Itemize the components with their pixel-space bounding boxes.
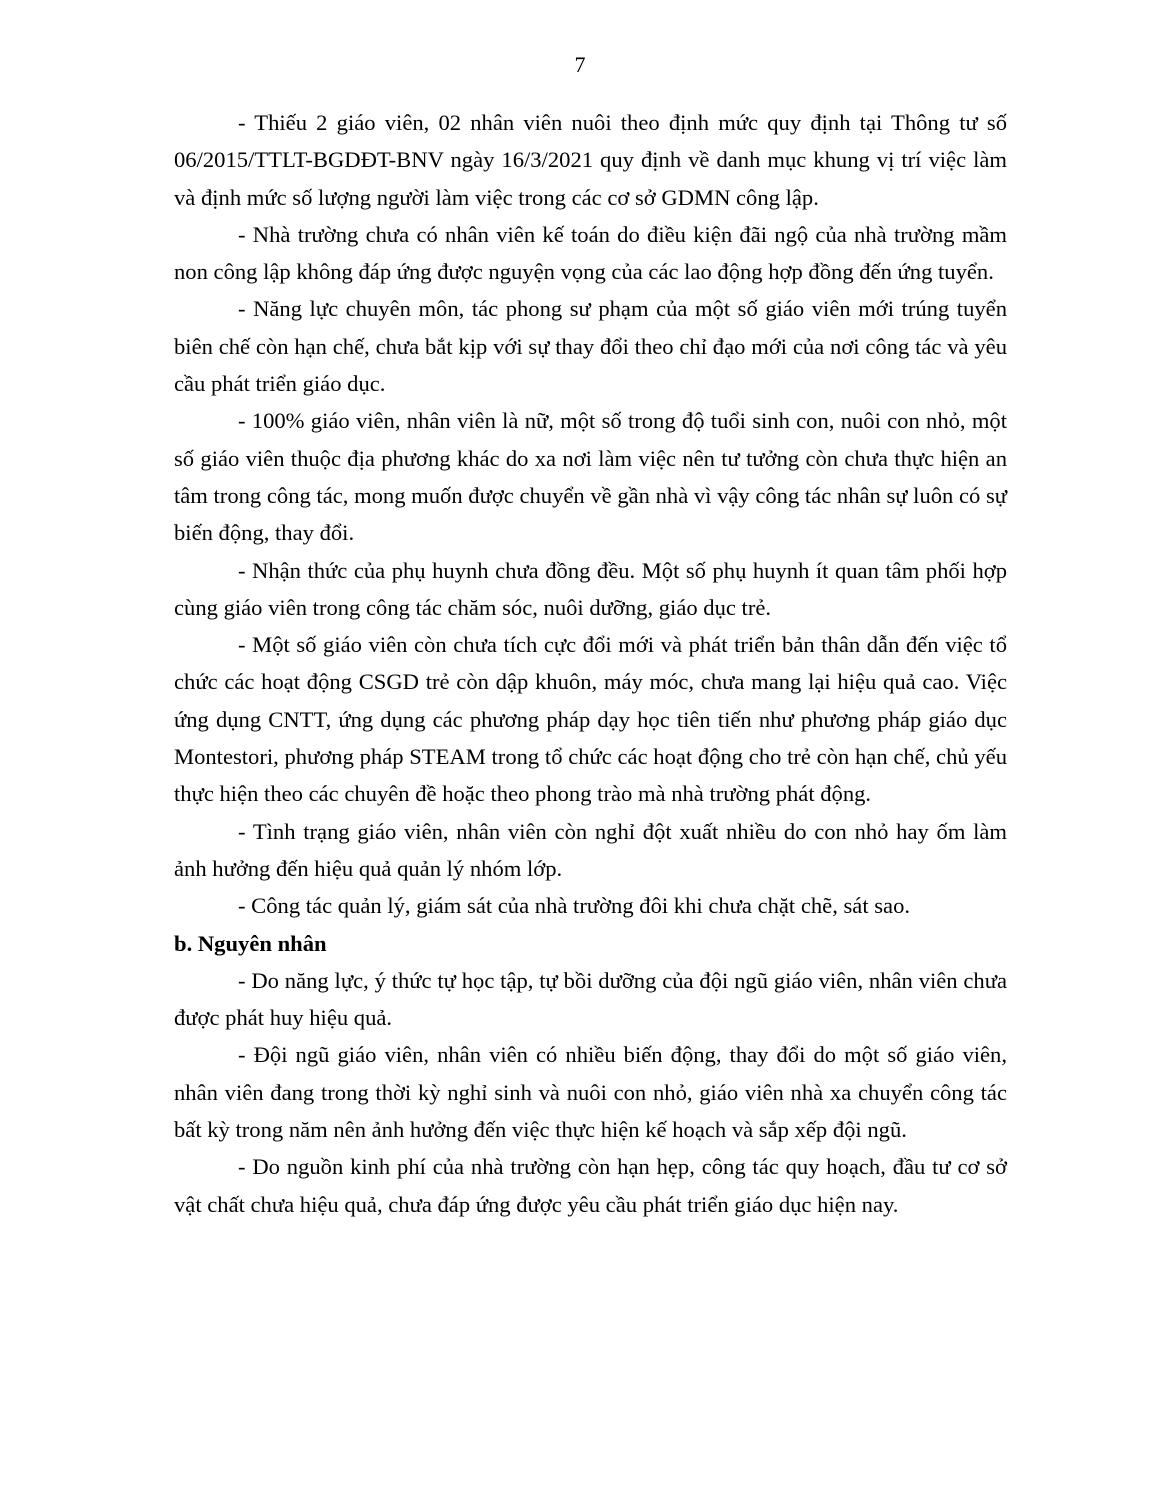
paragraph-innovation: - Một số giáo viên còn chưa tích cực đổi mới và phát triển bản thân dẫn đến việc tổ chức các hoạt động CSGD trẻ còn dập khuôn, máy móc, chưa mang lại hiệu quả cao. Việc ứng dụng CNTT, ứng dụng các phương pháp dạy học tiên tiến như phương pháp giáo dục Montestori, phương pháp STEAM trong tổ chức các hoạt động cho trẻ còn hạn chế, chủ yếu thực hiện theo các chuyên đề hoặc theo phong trào mà nhà trường phát động.: [174, 632, 1007, 807]
paragraph-female-staff: - 100% giáo viên, nhân viên là nữ, một số trong độ tuổi sinh con, nuôi con nhỏ, một số giáo viên thuộc địa phương khác do xa nơi làm việc nên tư tưởng còn chưa thực hiện an tâm trong công tác, mong muốn được chuyển về gần nhà vì vậy công tác nhân sự luôn có sự biến động, thay đổi.: [174, 408, 1007, 546]
document-body: [174, 104, 1007, 1223]
paragraph-management: - Công tác quản lý, giám sát của nhà trường đôi khi chưa chặt chẽ, sát sao.: [238, 893, 911, 919]
paragraph-absence: - Tình trạng giáo viên, nhân viên còn nghỉ đột xuất nhiều do con nhỏ hay ốm làm ảnh hưởng đến hiệu quả quản lý nhóm lớp.: [174, 818, 1007, 881]
paragraph-parent-awareness: - Nhận thức của phụ huynh chưa đồng đều. Một số phụ huynh ít quan tâm phối hợp cùng giáo viên trong công tác chăm sóc, nuôi dưỡng, giáo dục trẻ.: [174, 557, 1007, 620]
paragraph-teacher-shortage: - Thiếu 2 giáo viên, 02 nhân viên nuôi theo định mức quy định tại Thông tư số 06/2015/TTLT-BGDĐT-BNV ngày 16/3/2021 quy định về danh mục khung vị trí việc làm và định mức số lượng người làm việc trong các cơ sở GDMN công lập.: [174, 110, 1007, 210]
paragraph-cause-funding: - Do nguồn kinh phí của nhà trường còn hạn hẹp, công tác quy hoạch, đầu tư cơ sở vật chất chưa hiệu quả, chưa đáp ứng được yêu cầu phát triển giáo dục hiện nay.: [174, 1154, 1007, 1217]
page-number: 7: [574, 52, 586, 77]
paragraph-accountant: - Nhà trường chưa có nhân viên kế toán do điều kiện đãi ngộ của nhà trường mầm non công lập không đáp ứng được nguyện vọng của các lao động hợp đồng đến ứng tuyển.: [174, 221, 1007, 285]
paragraph-professional-capacity: - Năng lực chuyên môn, tác phong sư phạm của một số giáo viên mới trúng tuyển biên chế còn hạn chế, chưa bắt kịp với sự thay đổi theo chỉ đạo mới của nơi công tác và yêu cầu phát triển giáo dục.: [174, 296, 1007, 397]
paragraph-cause-self-study: - Do năng lực, ý thức tự học tập, tự bồi dưỡng của đội ngũ giáo viên, nhân viên chưa được phát huy hiệu quả.: [174, 967, 1007, 1031]
section-heading: b. Nguyên nhân: [174, 930, 327, 956]
paragraph-cause-staff-changes: - Đội ngũ giáo viên, nhân viên có nhiều biến động, thay đổi do một số giáo viên, nhân viên đang trong thời kỳ nghỉ sinh và nuôi con nhỏ, giáo viên nhà xa chuyển công tác bất kỳ trong năm nên ảnh hưởng đến việc thực hiện kế hoạch và sắp xếp đội ngũ.: [174, 1042, 1007, 1143]
